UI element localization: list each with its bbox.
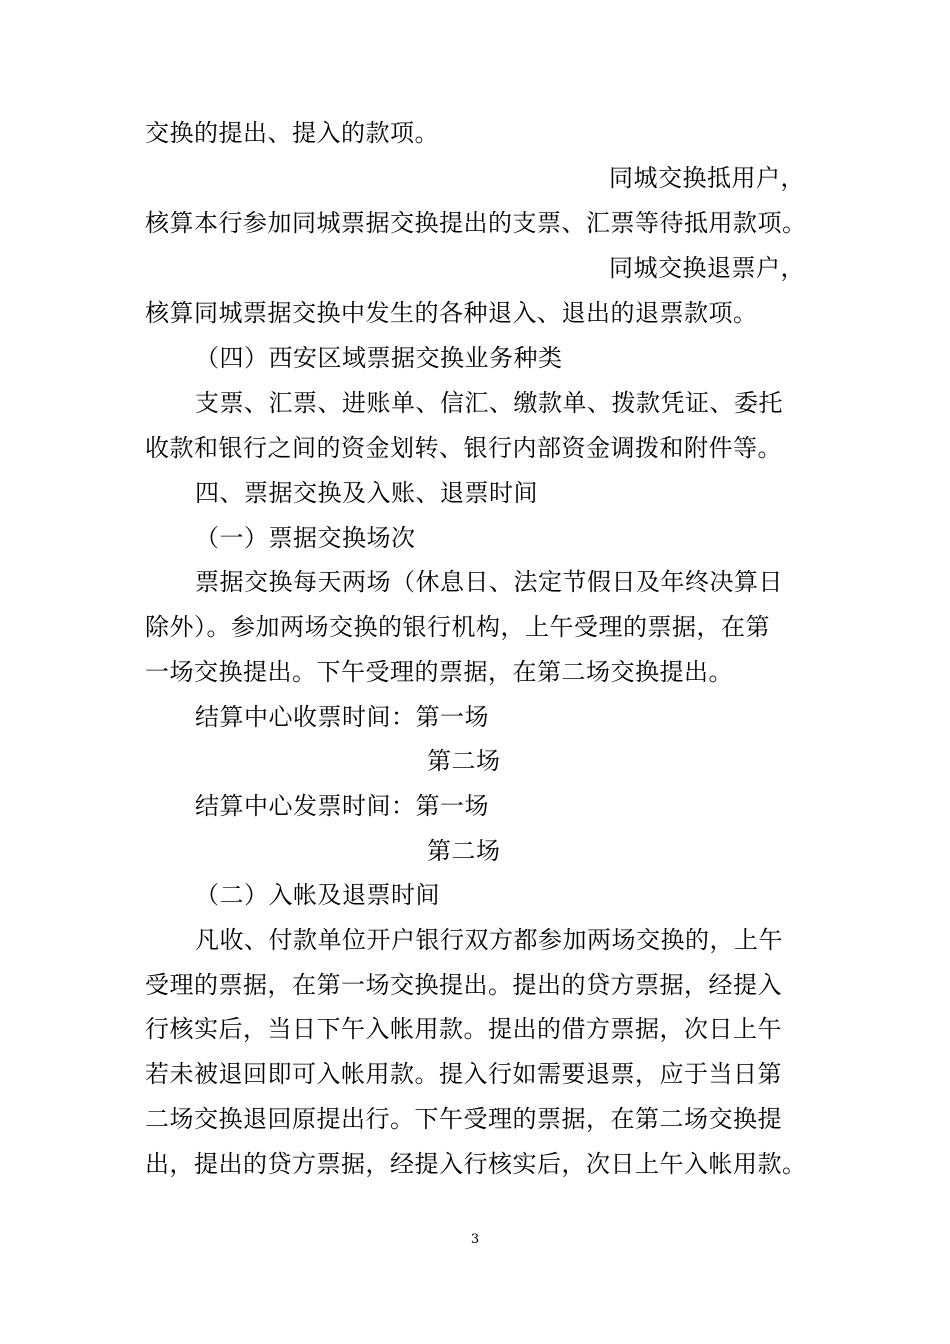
section-heading: （一）票据交换场次	[195, 524, 416, 552]
page-number: 3	[470, 1232, 480, 1247]
text-line: 交换的提出、提入的款项。	[145, 119, 439, 147]
text-line: 受理的票据，在第一场交换提出。提出的贷方票据，经提入	[145, 971, 782, 999]
text-line: 同城交换退票户，	[609, 254, 805, 282]
text-line: 票据交换每天两场（休息日、法定节假日及年终决算日	[195, 568, 783, 596]
text-line: 第二场	[427, 747, 501, 775]
text-line: 行核实后，当日下午入帐用款。提出的借方票据，次日上午	[145, 1015, 782, 1043]
text-line: 出，提出的贷方票据，经提入行核实后，次日上午入帐用款。	[145, 1150, 807, 1178]
text-line: 结算中心收票时间：第一场	[195, 703, 489, 731]
text-line: 第二场	[427, 837, 501, 865]
text-line: 核算本行参加同城票据交换提出的支票、汇票等待抵用款项。	[145, 209, 807, 237]
text-line: 结算中心发票时间：第一场	[195, 792, 489, 820]
text-line: 收款和银行之间的资金划转、银行内部资金调拨和附件等。	[145, 434, 782, 462]
text-line: 若未被退回即可入帐用款。提入行如需要退票，应于当日第	[145, 1060, 782, 1088]
text-line: 同城交换抵用户，	[609, 164, 805, 192]
text-line: 一场交换提出。下午受理的票据，在第二场交换提出。	[145, 658, 733, 686]
text-line: 核算同城票据交换中发生的各种退入、退出的退票款项。	[145, 299, 758, 327]
text-line: 二场交换退回原提出行。下午受理的票据，在第二场交换提	[145, 1105, 782, 1133]
text-line: 除外）。参加两场交换的银行机构，上午受理的票据，在第	[145, 613, 770, 641]
section-heading: 四、票据交换及入账、退票时间	[195, 479, 538, 507]
section-heading: （四）西安区域票据交换业务种类	[195, 344, 563, 372]
text-line: 凡收、付款单位开户银行双方都参加两场交换的，上午	[195, 926, 783, 954]
text-line: 支票、汇票、进账单、信汇、缴款单、拨款凭证、委托	[195, 389, 783, 417]
section-heading: （二）入帐及退票时间	[195, 881, 440, 909]
